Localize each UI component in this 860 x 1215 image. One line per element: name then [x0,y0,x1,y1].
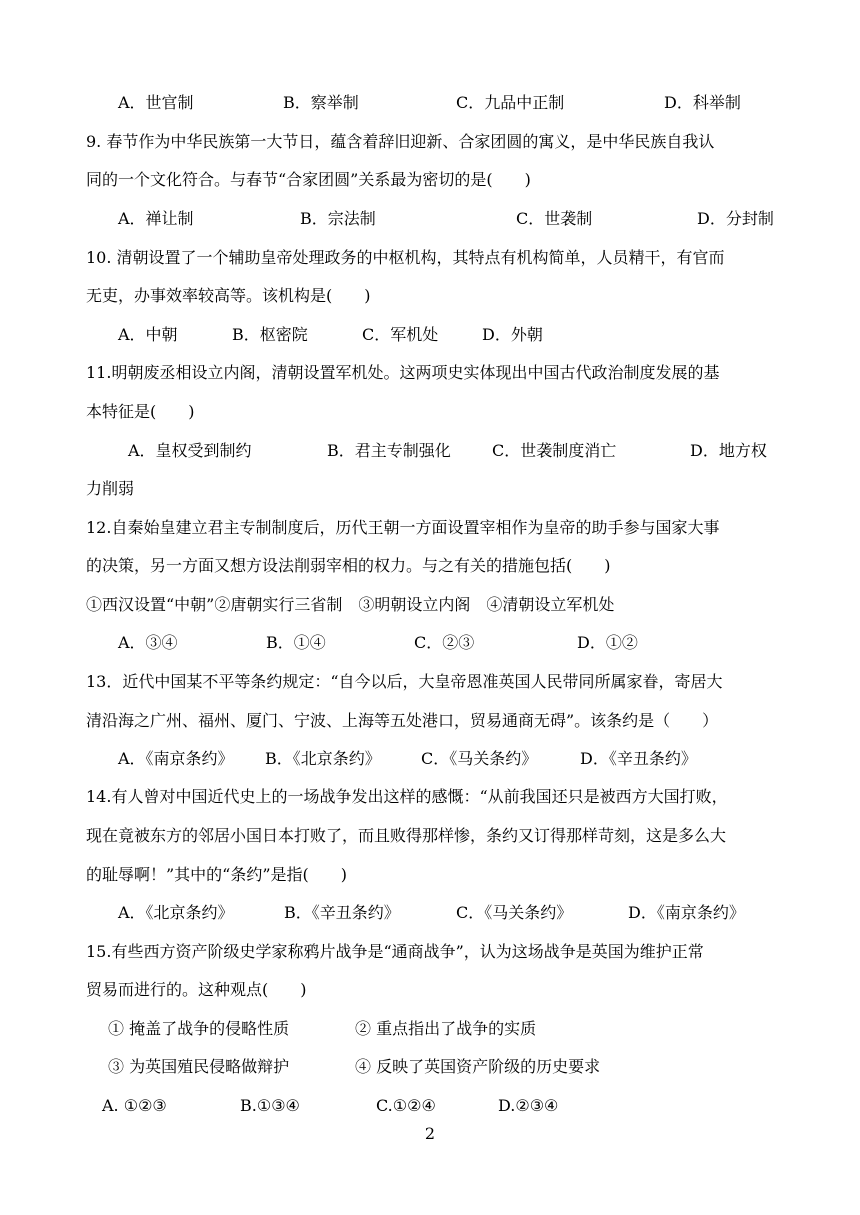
q15-options [0,1088,860,1124]
q10-option-b[interactable]: B．枢密院 [232,325,308,344]
q10-options [0,317,860,353]
q13-option-a[interactable]: A．《南京条约》 [118,749,234,768]
q15-option-b[interactable]: B.①③④ [240,1096,300,1115]
q12-option-d[interactable]: D．①② [577,633,638,652]
q10-option-a[interactable]: A．中朝 [118,325,178,344]
q9-options [0,201,860,237]
q11-stem-line-2: 本特征是( ) [86,402,195,421]
page-number: 2 [424,1124,436,1143]
q11-option-a[interactable]: A．皇权受到制约 [128,441,252,460]
q9-option-b[interactable]: B．宗法制 [300,209,376,228]
q15-stem-line-2: 贸易而进行的。这种观点( ) [86,980,307,999]
q9-option-d[interactable]: D．分封制 [697,209,774,228]
q11-options [0,433,860,469]
q12-option-c[interactable]: C．②③ [414,633,475,652]
q15-item-4: ④ 反映了英国资产阶级的历史要求 [355,1057,601,1076]
q13-stem-line-2: 清沿海之广州、福州、厦门、宁波、上海等五处港口，贸易通商无碍”。该条约是（ ） [86,711,719,730]
q15-items-row-2 [0,1049,860,1085]
q10-option-d[interactable]: D．外朝 [482,325,543,344]
q14-options [0,895,860,931]
q14-option-a[interactable]: A．《北京条约》 [118,903,234,922]
q10-stem-line-2: 无吏，办事效率较高等。该机构是( ) [86,286,371,305]
q15-option-c[interactable]: C.①②④ [376,1096,436,1115]
q15-item-2: ② 重点指出了战争的实质 [355,1019,537,1038]
q9-stem-line-1: 9. 春节作为中华民族第一大节日，蕴含着辞旧迎新、合家团圆的寓义，是中华民族自我认 [86,132,715,151]
q14-stem-line-2: 现在竟被东方的邻居小国日本打败了，而且败得那样惨，条约又订得那样苛刻，这是多么大 [86,826,727,845]
q15-item-3: ③ 为英国殖民侵略做辩护 [108,1057,290,1076]
q11-option-d[interactable]: D．地方权 [690,441,767,460]
q11-option-d-wrap: 力削弱 [86,479,135,498]
q14-stem-line-3: 的耻辱啊！”其中的“条约”是指( ) [86,865,348,884]
q14-stem-line-1: 14.有人曾对中国近代史上的一场战争发出这样的感慨：“从前我国还只是被西方大国打败， [86,787,728,806]
q11-stem-line-1: 11.明朝废丞相设立内阁，清朝设置军机处。这两项史实体现出中国古代政治制度发展的基 [86,363,720,382]
q13-option-d[interactable]: D．《辛丑条约》 [580,749,697,768]
q8-option-d[interactable]: D．科举制 [664,93,741,112]
q12-options [0,625,860,661]
q8-options [0,85,860,121]
q15-items-row-1 [0,1011,860,1047]
q8-option-c[interactable]: C．九品中正制 [456,93,565,112]
q14-option-b[interactable]: B．《辛丑条约》 [284,903,400,922]
q15-option-a[interactable]: A. ①②③ [102,1096,167,1115]
q12-stem-line-2: 的决策，另一方面又想方设法削弱宰相的权力。与之有关的措施包括( ) [86,556,611,575]
q13-option-c[interactable]: C．《马关条约》 [421,749,538,768]
q12-option-b[interactable]: B．①④ [266,633,326,652]
q10-option-c[interactable]: C．军机处 [362,325,439,344]
q14-option-c[interactable]: C．《马关条约》 [456,903,573,922]
q13-option-b[interactable]: B．《北京条约》 [265,749,381,768]
q8-option-b[interactable]: B．察举制 [283,93,359,112]
q15-option-d[interactable]: D.②③④ [498,1096,559,1115]
q8-option-a[interactable]: A．世官制 [118,93,194,112]
q13-stem-line-1: 13．近代中国某不平等条约规定：“自今以后，大皇帝恩准英国人民带同所属家眷，寄居大 [86,672,723,691]
q9-option-a[interactable]: A．禅让制 [118,209,194,228]
q12-items: ①西汉设置“中朝”②唐朝实行三省制 ③明朝设立内阁 ④清朝设立军机处 [86,595,615,614]
q15-stem-line-1: 15.有些西方资产阶级史学家称鸦片战争是“通商战争”，认为这场战争是英国为维护正常 [86,942,704,961]
q11-option-c[interactable]: C．世袭制度消亡 [492,441,617,460]
q9-stem-line-2: 同的一个文化符合。与春节“合家团圆”关系最为密切的是( ) [86,170,531,189]
q10-stem-line-1: 10. 清朝设置了一个辅助皇帝处理政务的中枢机构，其特点有机构简单，人员精干，有官而 [86,248,725,267]
q12-stem-line-1: 12.自秦始皇建立君主专制制度后，历代王朝一方面设置宰相作为皇帝的助手参与国家大事 [86,518,720,537]
q11-option-b[interactable]: B．君主专制强化 [327,441,451,460]
q12-option-a[interactable]: A．③④ [118,633,178,652]
q13-options [0,741,860,777]
q15-item-1: ① 掩盖了战争的侵略性质 [108,1019,290,1038]
q9-option-c[interactable]: C．世袭制 [516,209,593,228]
q14-option-d[interactable]: D．《南京条约》 [628,903,745,922]
